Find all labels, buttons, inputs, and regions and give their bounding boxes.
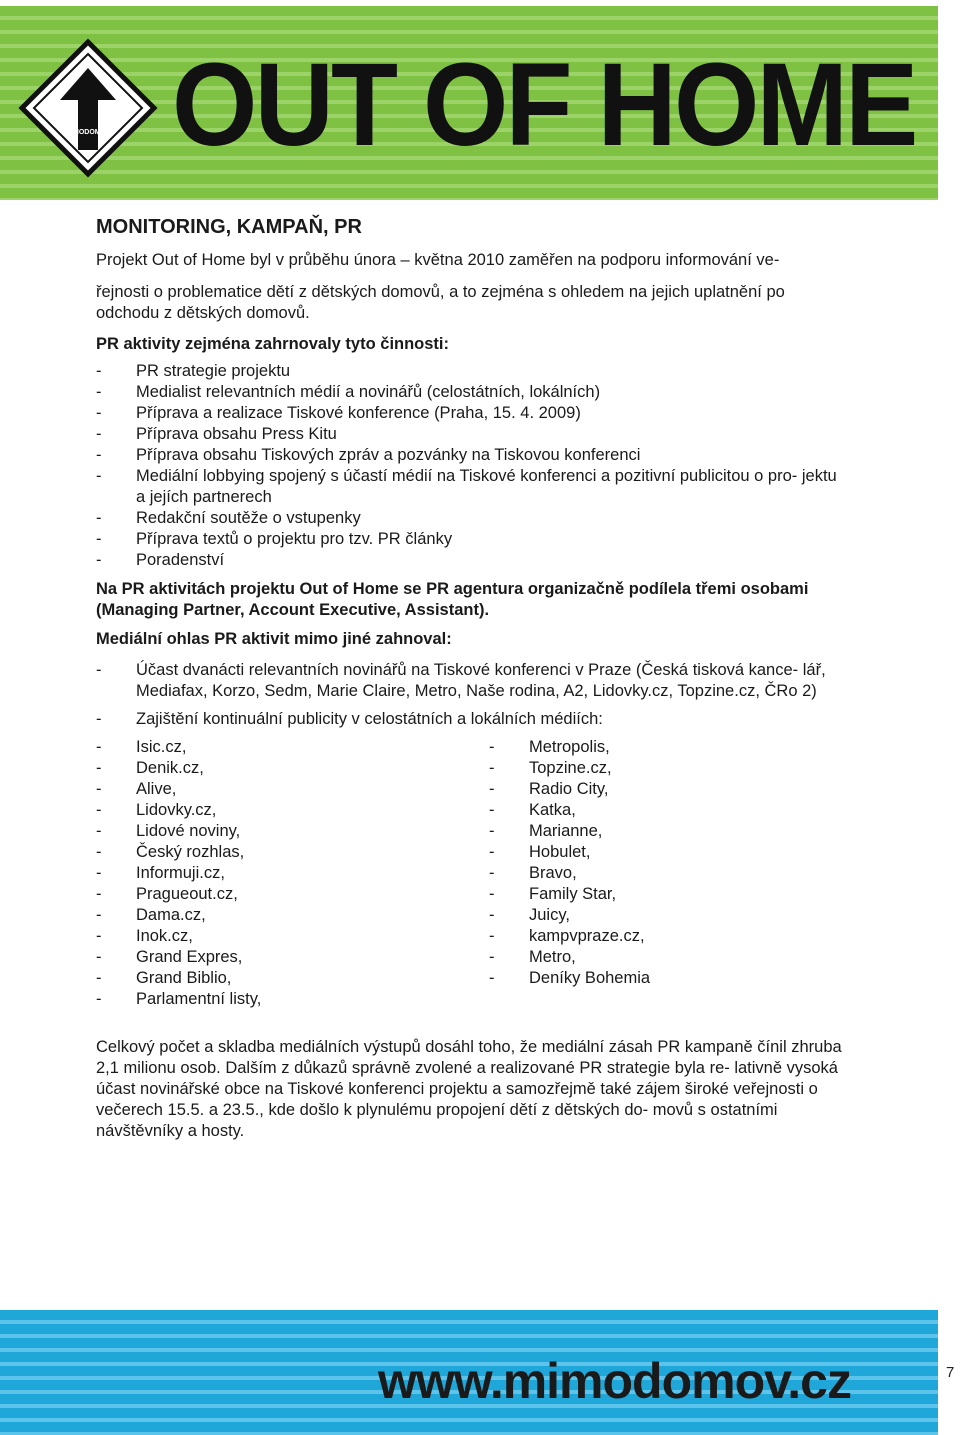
list-item: - Příprava obsahu Tiskových zpráv a pozvánky na Tiskovou konferenci [96, 445, 846, 466]
list-item: - Příprava obsahu Press Kitu [96, 424, 846, 445]
list-item: - Lidové noviny, [96, 821, 426, 842]
intro-paragraph [96, 250, 846, 271]
response-heading: Mediální ohlas PR aktivit mimo jiné zahnoval: [96, 630, 452, 648]
media-list-right [489, 737, 819, 989]
list-item: - Účast dvanácti relevantních novinářů na Tiskové konferenci v Praze (Česká tisková kance- lář, Mediafax, Korzo, Sedm, Marie Claire, Metro, Naše rodina, A2, Lidovky.cz, Topzine.cz, ČRo 2) [96, 660, 846, 702]
list-item: - Topzine.cz, [489, 758, 819, 779]
list-item: - Grand Expres, [96, 947, 426, 968]
media-list-left [96, 737, 426, 1010]
list-item: - Family Star, [489, 884, 819, 905]
conclusion-paragraph: Celkový počet a skladba mediálních výstupů dosáhl toho, že mediální zásah PR kampaně čínil zhruba 2,1 milionu osob. Dalším z důkazů správně zvolené a realizované PR strategie byla re- lativně vysoká účast novinářské obce na Tiskové konferenci projektu a samozřejmě také zájem široké veřejnosti o večerech 15.5. a 23.5., kde došlo k plynulému propojení dětí z dětských do- movů s ostatními návštěvníky a hosty. [96, 1038, 842, 1140]
page-title: MONITORING, KAMPAŇ, PR [96, 216, 362, 238]
page-number: 7 [946, 1364, 955, 1381]
intro-paragraph-cont [96, 282, 846, 324]
list-item: - Příprava a realizace Tiskové konference (Praha, 15. 4. 2009) [96, 403, 846, 424]
list-item: - Dama.cz, [96, 905, 426, 926]
list-item: - Grand Biblio, [96, 968, 426, 989]
list-item: - Isic.cz, [96, 737, 426, 758]
list-item: - Informuji.cz, [96, 863, 426, 884]
list-item: - Juicy, [489, 905, 819, 926]
media-columns [96, 737, 846, 1007]
list-item: - Parlamentní listy, [96, 989, 426, 1010]
list-item: - Redakční soutěže o vstupenky [96, 508, 846, 529]
list-item: - Příprava textů o projektu pro tzv. PR články [96, 529, 846, 550]
header-banner [0, 6, 938, 200]
activities-list [96, 361, 846, 571]
list-item: - Mediální lobbying spojený s účastí médií na Tiskové konferenci a pozitivní publicitou o pro- jektu a jejích partnerech [96, 466, 846, 508]
list-item: - Medialist relevantních médií a novinářů (celostátních, lokálních) [96, 382, 846, 403]
list-item: - Katka, [489, 800, 819, 821]
list-item: - Metro, [489, 947, 819, 968]
list-item: - Bravo, [489, 863, 819, 884]
road-sign-logo [18, 38, 158, 178]
list-item: - kampvpraze.cz, [489, 926, 819, 947]
intro-line-2: řejnosti o problematice dětí z dětských domovů, a to zejména s ohledem na jejich uplatnění po odchodu z dětských domovů. [96, 283, 785, 322]
response-list [96, 660, 846, 730]
list-item: - PR strategie projektu [96, 361, 846, 382]
intro-line-1: Projekt Out of Home byl v průběhu února – května 2010 zaměřen na podporu informování ve- [96, 251, 780, 269]
list-item: - Poradenství [96, 550, 846, 571]
list-item: - Deníky Bohemia [489, 968, 819, 989]
list-item: - Metropolis, [489, 737, 819, 758]
list-item: - Hobulet, [489, 842, 819, 863]
list-item: - Denik.cz, [96, 758, 426, 779]
banner-title: OUT OF HOME [172, 39, 916, 171]
main-content [96, 214, 846, 1142]
list-item: - Pragueout.cz, [96, 884, 426, 905]
list-item: - Alive, [96, 779, 426, 800]
list-item: - Inok.cz, [96, 926, 426, 947]
list-item: - Marianne, [489, 821, 819, 842]
logo-text: MIMODOMOV [65, 129, 111, 136]
list-item: - Radio City, [489, 779, 819, 800]
activities-heading: PR aktivity zejména zahrnovaly tyto činnosti: [96, 335, 450, 353]
list-item: - Zajištění kontinuální publicity v celostátních a lokálních médiích: [96, 709, 846, 730]
footer-banner [0, 1310, 938, 1435]
list-item: - Český rozhlas, [96, 842, 426, 863]
list-item: - Lidovky.cz, [96, 800, 426, 821]
agency-statement: Na PR aktivitách projektu Out of Home se PR agentura organizačně podílela třemi osobami (Managing Partner, Account Executive, Assistant). [96, 580, 809, 619]
footer-url: www.mimodomov.cz [378, 1353, 851, 1409]
